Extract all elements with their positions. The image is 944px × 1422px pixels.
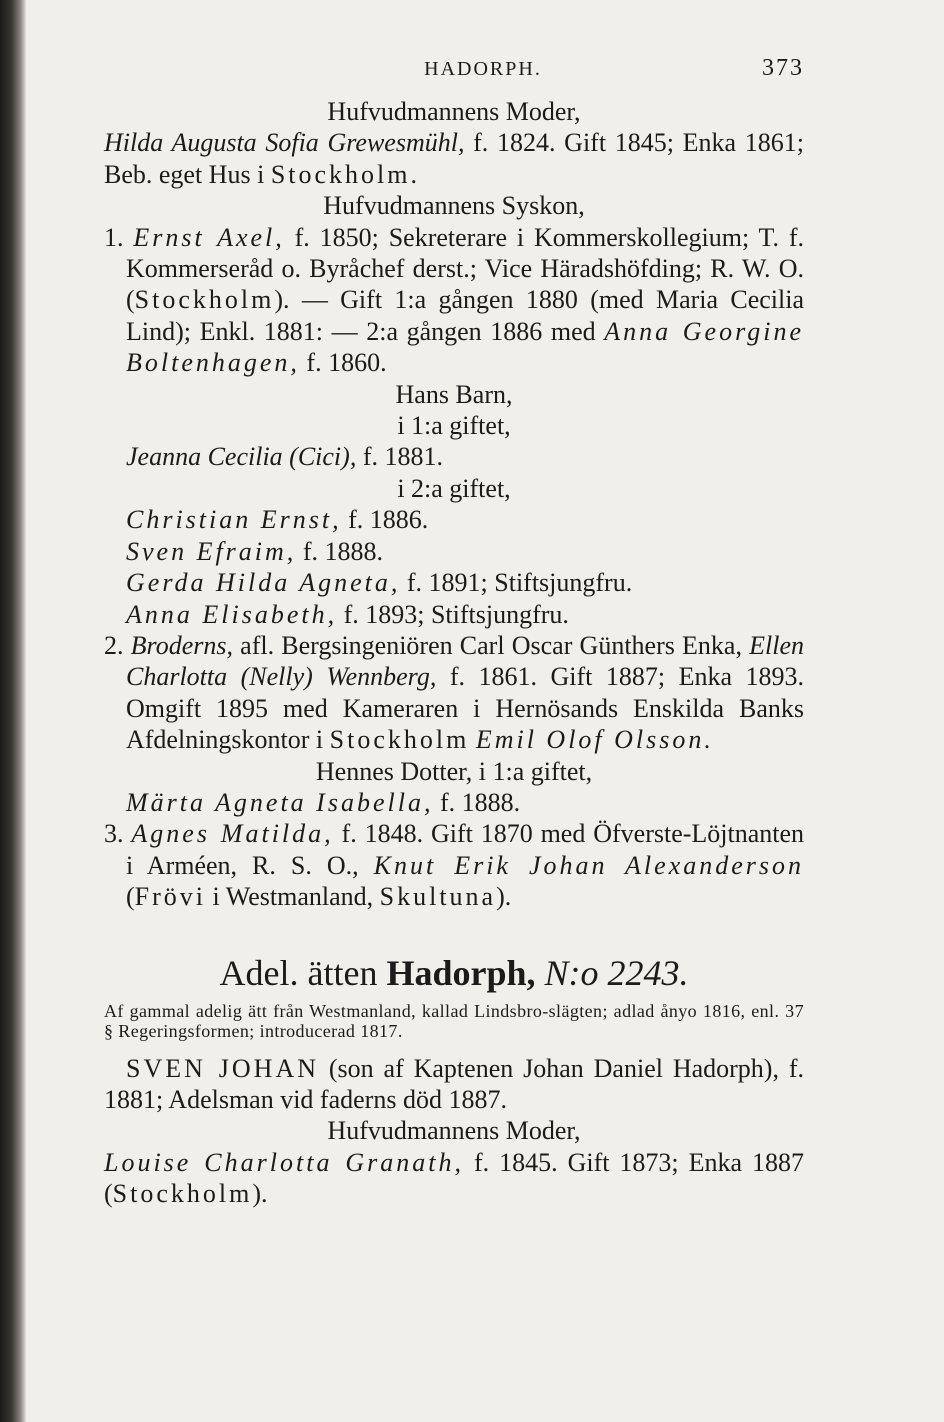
child-entry: Jeanna Cecilia (Cici), f. 1881. <box>126 442 443 472</box>
sibling-entry-1: 1. Ernst Axel, f. 1850; Sekreterare i Kommerskollegium; T. f. Kommerseråd o. Byråchef derst.; Vice Häradshöfding; R. W. O. (Stockholm). — Gift 1:a gången 1880 (med Maria Cecilia Lind); Enkl. 1881: — 2:a gången 1886 med Anna Georgine Boltenhagen, f. 1860. <box>104 222 805 378</box>
child-entry: Märta Agneta Isabella, f. 1888. <box>126 787 521 817</box>
section-intro: Af gammal adelig ätt från Westmanland, kallad Lindsbro-slägten; adlad ånyo 1816, enl. 37 § Regeringsformen; introducerad 1817. <box>104 1000 804 1041</box>
page <box>104 40 804 1210</box>
sibling-entry-2: 2. Broderns, afl. Bergsingeniören Carl Oscar Günthers Enka, Ellen Charlotta (Nelly) Wennberg, f. 1861. Gift 1887; Enka 1893. Omgift 1895 med Kameraren i Hernösands Enskilda Banks Afdelningskontor i Stockholm Emil Olof Olsson. <box>104 630 805 755</box>
child-entry: Anna Elisabeth, f. 1893; Stiftsjungfru. <box>126 599 569 629</box>
heading-siblings: Hufvudmannens Syskon, <box>323 191 585 221</box>
mother-entry: Hilda Augusta Sofia Grewesmühl, f. 1824. Gift 1845; Enka 1861; Beb. eget Hus i Stockholm. <box>104 128 804 189</box>
heading-daughter: Hennes Dotter, i 1:a giftet, <box>315 756 593 786</box>
page-number: 373 <box>762 55 804 81</box>
child-entry: Christian Ernst, f. 1886. <box>126 505 429 535</box>
heading-children: Hans Barn, <box>395 379 513 409</box>
child-entry: Sven Efraim, f. 1888. <box>126 536 383 566</box>
sibling-entry-3: 3. Agnes Matilda, f. 1848. Gift 1870 med Öfverste-Löjtnanten i Arméen, R. S. O., Knut Erik Johan Alexanderson (Frövi i Westmanland, Skultuna). <box>104 819 805 912</box>
page-header <box>104 40 804 96</box>
head-of-family-entry: SVEN JOHAN (son af Kaptenen Johan Daniel Hadorph), f. 1881; Adelsman vid faderns död 1887. <box>104 1053 804 1114</box>
mother-entry-2: Louise Charlotta Granath, f. 1845. Gift 1873; Enka 1887 (Stockholm). <box>104 1147 805 1209</box>
child-entry: Gerda Hilda Agneta, f. 1891; Stiftsjungfru. <box>126 568 633 598</box>
heading-mother-2: Hufvudmannens Moder, <box>327 1116 581 1146</box>
section-title: Adel. ätten Hadorph, N:o 2243. <box>219 952 689 993</box>
heading-mother: Hufvudmannens Moder, <box>327 97 581 126</box>
running-title: HADORPH. <box>424 58 542 80</box>
marriage-2-label: i 2:a giftet, <box>397 473 511 503</box>
book-binding-edge <box>0 0 26 1422</box>
marriage-1-label: i 1:a giftet, <box>397 411 511 441</box>
